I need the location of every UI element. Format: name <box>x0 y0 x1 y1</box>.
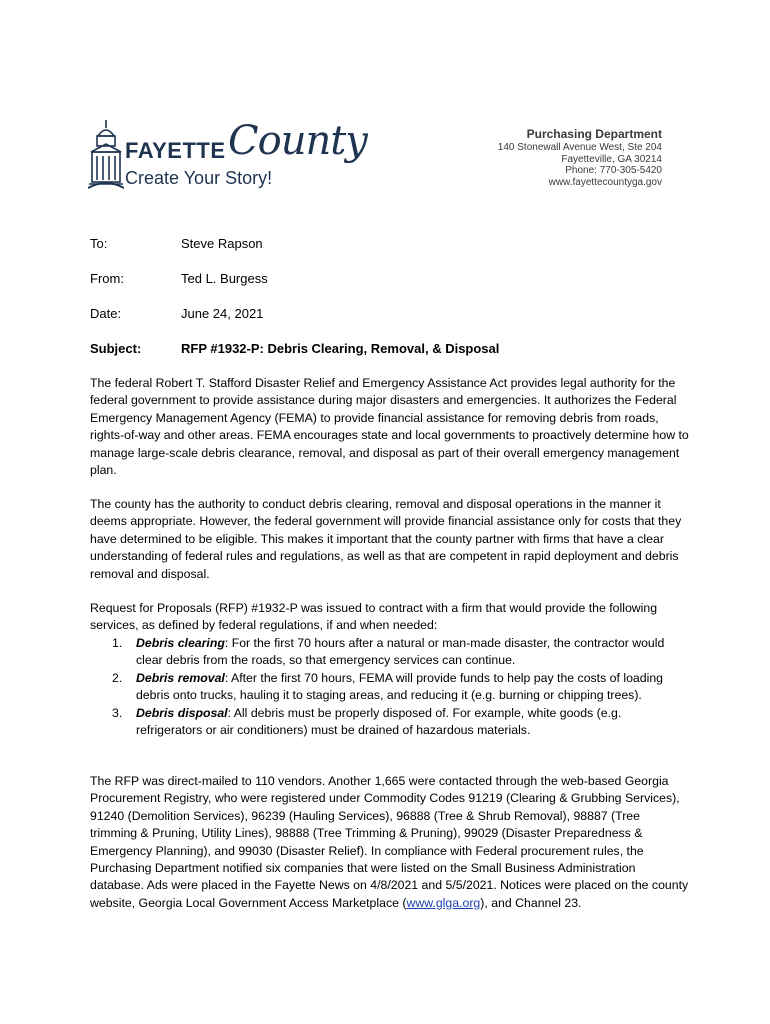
list-item-term: Debris removal <box>136 670 225 685</box>
list-item-term: Debris clearing <box>136 636 225 650</box>
department-title: Purchasing Department <box>526 127 662 141</box>
services-list <box>90 635 690 739</box>
logo-tagline: Create Your Story! <box>125 168 273 188</box>
department-website: www.fayettecountyga.gov <box>548 176 662 188</box>
memo-subject-value: RFP #1932-P: Debris Clearing, Removal, & Disposal <box>181 341 500 356</box>
memo-subject-label: Subject: <box>90 341 142 356</box>
paragraph-county-authority: The county has the authority to conduct debris clearing, removal and disposal operations in the manner it deems appropriate. However, the federal government will provide financial assistance only for costs that they have determined to be eligible. This makes it important that the county partner with firms that have a clear understanding of federal rules and regulations, as well as that are competent in rapid deployment and debris removal and disposal. <box>90 497 682 581</box>
list-item-text: : All debris must be properly disposed of. For example, white goods (e.g. refrigerators or air conditioners) must be drained of hazardous materials. <box>136 705 622 738</box>
memo-date-value: June 24, 2021 <box>181 306 264 321</box>
paragraph-rfp-distribution <box>90 773 690 912</box>
list-item-term: Debris disposal <box>136 705 228 720</box>
memo-to-label: To: <box>90 236 108 251</box>
list-item-number: 1. <box>112 636 123 650</box>
paragraph-rfp-intro: Request for Proposals (RFP) #1932-P was issued to contract with a firm that would provide the following services, as defined by federal regulations, if and when needed: <box>90 601 658 633</box>
department-address-line-2: Fayetteville, GA 30214 <box>561 153 662 165</box>
paragraph-rfp-distribution-end: ), and Channel 23. <box>480 895 582 910</box>
logo-script: County <box>228 118 367 164</box>
memo-from-value: Ted L. Burgess <box>181 271 268 286</box>
paragraph-stafford-act: The federal Robert T. Stafford Disaster Relief and Emergency Assistance Act provides legal authority for the federal government to provide assistance during major disasters and emergencies. It authorizes the Federal Emergency Management Agency (FEMA) to provide financial assistance for removing debris from roads, rights-of-way and other areas. FEMA encourages state and local governments to proactively determine how to manage large-scale debris clearance, removal, and disposal as part of their overall emergency management plan. <box>90 376 689 478</box>
county-logo <box>88 114 367 194</box>
department-address-block <box>470 126 662 188</box>
list-item-text: : For the first 70 hours after a natural or man-made disaster, the contractor would clear debris from the roads, so that emergency services can continue. <box>136 636 665 668</box>
list-item-text: : After the first 70 hours, FEMA will provide funds to help pay the costs of loading debris onto trucks, hauling it to staging areas, and reducing it (e.g. burning or chipping trees). <box>136 670 663 703</box>
department-phone: Phone: 770-305-5420 <box>565 165 662 176</box>
memo-from-label: From: <box>90 271 124 286</box>
courthouse-icon <box>88 118 124 190</box>
logo-wordmark: FAYETTE <box>125 138 226 163</box>
department-address-line-1: 140 Stonewall Avenue West, Ste 204 <box>497 142 662 153</box>
list-item <box>90 635 690 670</box>
list-item-number: 3. <box>112 705 123 720</box>
memo-date-label: Date: <box>90 306 122 321</box>
list-item <box>90 670 690 705</box>
list-item <box>90 705 690 740</box>
glga-link[interactable]: www.glga.org <box>406 895 481 910</box>
paragraph-rfp-distribution-text: The RFP was direct-mailed to 110 vendors. Another 1,665 were contacted through the web-based Georgia Procurement Registry, who were registered under Commodity Codes 91219 (Clearing & Grubbing Services), 91240 (Demolition Services), 96239 (Hauling Services), 96888 (Tree & Shrub Removal), 98887 (Tree trimming & Pruning, Utility Lines), 98888 (Tree Trimming & Pruning), 99029 (Disaster Preparedness & Emergency Planning), and 99030 (Disaster Relief). In compliance with Federal procurement rules, the Purchasing Department notified six companies that were listed on the Small Business Administration database. Ads were placed in the Fayette News on 4/8/2021 and 5/5/2021. Notices were placed on the county website, Georgia Local Government Access Marketplace ( <box>90 774 689 910</box>
list-item-number: 2. <box>112 670 123 685</box>
memo-to-value: Steve Rapson <box>181 236 263 251</box>
